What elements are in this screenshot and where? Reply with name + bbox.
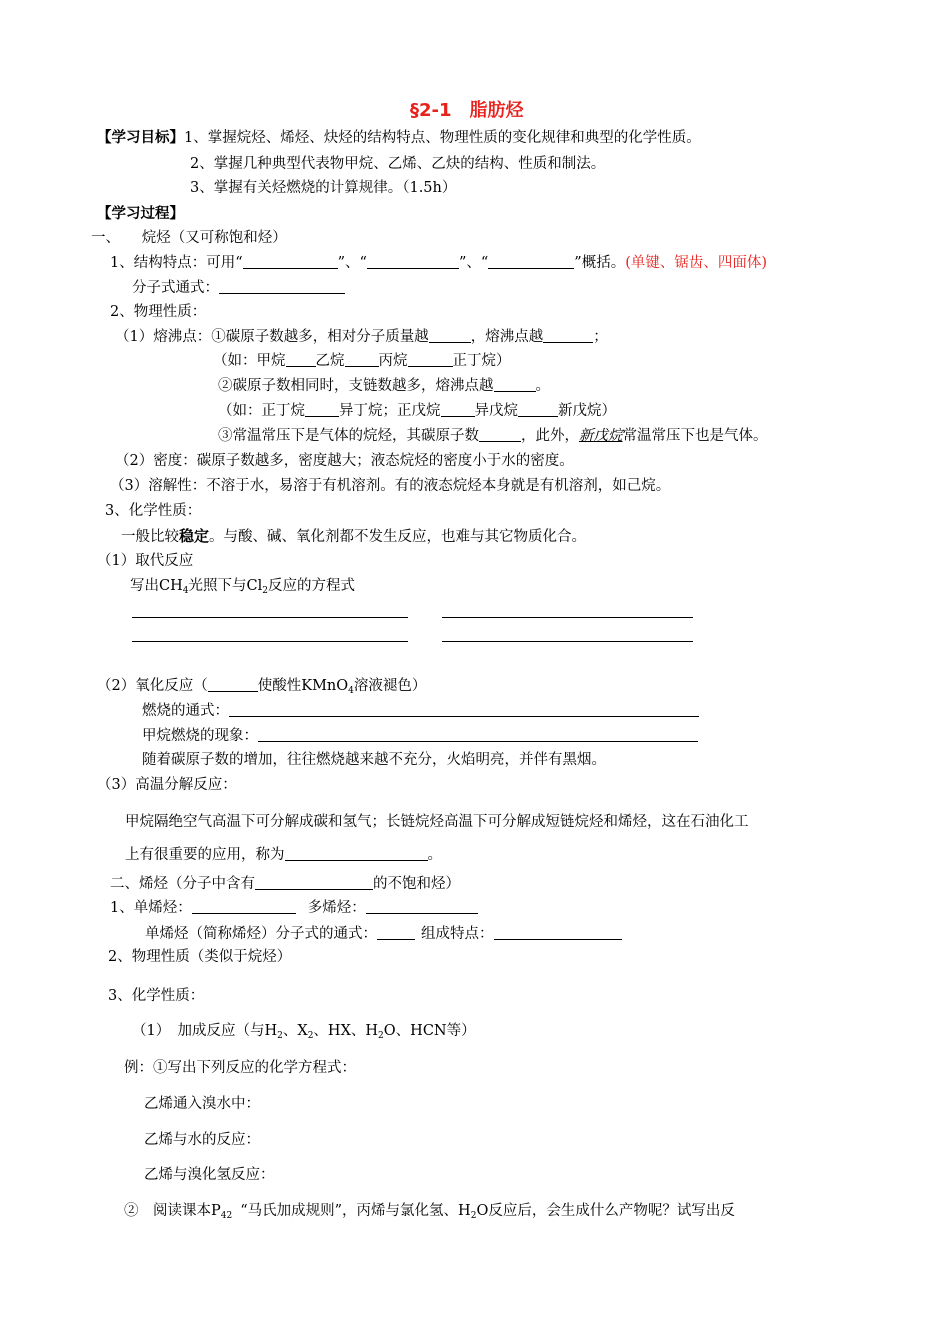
- example-line-2: [218, 401, 616, 421]
- blank-field[interactable]: [494, 377, 536, 392]
- blank-field[interactable]: [305, 402, 339, 417]
- oxidation-heading: [97, 676, 426, 701]
- example-heading: 例：①写出下列反应的化学方程式：: [124, 1060, 356, 1076]
- answer-line[interactable]: [132, 641, 408, 642]
- blank-field[interactable]: [229, 702, 699, 717]
- density-line: （2）密度：碳原子数越多，密度越大；液态烷烃的密度小于水的密度。: [115, 453, 574, 469]
- stability-line: [121, 526, 586, 547]
- text: ② 阅读课本P: [124, 1203, 221, 1219]
- text: 。: [535, 378, 550, 394]
- text: 光照下与Cl: [188, 578, 263, 594]
- alkene-heading: [110, 874, 460, 894]
- subscript: 2: [307, 1031, 314, 1041]
- text: 上有很重要的应用，称为: [125, 847, 285, 863]
- blank-field[interactable]: [285, 846, 428, 861]
- subscript: 4: [348, 686, 354, 696]
- blank-field[interactable]: [243, 254, 338, 269]
- objective-item: 3、掌握有关烃燃烧的计算规律。（1.5h）: [190, 180, 457, 196]
- blank-field[interactable]: [208, 677, 258, 692]
- answer-line[interactable]: [132, 617, 408, 618]
- blank-field[interactable]: [366, 899, 478, 914]
- text: 使酸性KMnO: [257, 678, 349, 694]
- alkene-chem: 3、化学性质：: [108, 988, 205, 1004]
- blank-field[interactable]: [255, 875, 373, 890]
- methane-line: [142, 726, 698, 746]
- blank-field[interactable]: [494, 925, 622, 940]
- text: 组成特点：: [421, 926, 494, 942]
- stable-term: 稳定: [179, 527, 210, 545]
- mono-alkene-line: [110, 898, 478, 918]
- text: （如：甲烷: [213, 353, 286, 369]
- text: 一般比较: [121, 529, 179, 545]
- blank-field[interactable]: [192, 899, 296, 914]
- text: ”概括。: [574, 255, 626, 271]
- methane-label: 甲烷燃烧的现象：: [142, 728, 258, 744]
- text: （1）熔沸点：①碳原子数越多，相对分子质量越: [115, 329, 429, 345]
- text: 、X: [282, 1023, 308, 1039]
- phys-heading: 2、物理性质：: [110, 304, 207, 320]
- blank-field[interactable]: [479, 427, 521, 442]
- blank-field[interactable]: [441, 402, 475, 417]
- answer-line[interactable]: [442, 617, 693, 618]
- blank-field[interactable]: [377, 925, 415, 940]
- substitution-heading: （1）取代反应: [97, 553, 194, 569]
- subscript: 2: [262, 586, 268, 596]
- chem-heading: 3、化学性质：: [105, 503, 202, 519]
- text: 异戊烷: [474, 403, 518, 419]
- blank-field[interactable]: [345, 352, 379, 367]
- subscript: 2: [277, 1031, 283, 1041]
- text: 1、结构特点：可用“: [110, 255, 243, 271]
- text: 正丁烷）: [452, 353, 511, 369]
- formula-label: 分子式通式：: [132, 280, 219, 296]
- substitution-prompt: [130, 576, 355, 601]
- blank-field[interactable]: [367, 254, 459, 269]
- text: 溶液褪色）: [353, 678, 427, 694]
- melting-line-1: [115, 327, 608, 347]
- text: 二、烯烃（分子中含有: [110, 876, 255, 892]
- objective-item: 2、掌握几种典型代表物甲烷、乙烯、乙炔的结构、性质和制法。: [190, 156, 606, 172]
- text: “马氏加成规则”，丙烯与氯化氢、H: [240, 1203, 471, 1219]
- text: 。与酸、碱、氧化剂都不发生反应，也难与其它物质化合。: [209, 529, 587, 545]
- text: 新戊烷）: [558, 403, 616, 419]
- melting-line-3: [218, 426, 768, 446]
- blank-field[interactable]: [408, 352, 453, 367]
- subscript: 42: [220, 1211, 233, 1221]
- text: 常温常压下也是气体。: [622, 428, 768, 444]
- reaction-prompt: 乙烯与水的反应：: [144, 1132, 260, 1148]
- blank-field[interactable]: [429, 328, 471, 343]
- cracking-heading: （3）高温分解反应：: [97, 777, 237, 793]
- text: ③常温常压下是气体的烷烃，其碳原子数: [218, 428, 479, 444]
- text: ”、“: [337, 255, 367, 271]
- text: ，此外，: [521, 428, 579, 444]
- blank-field[interactable]: [488, 254, 574, 269]
- simple-alkene-line: [145, 924, 622, 944]
- smoke-line: 随着碳原子数的增加，往往燃烧越来越不充分，火焰明亮，并伴有黑烟。: [142, 752, 606, 768]
- answer-line[interactable]: [442, 641, 693, 642]
- text: ”、“: [458, 255, 489, 271]
- alkene-phys: 2、物理性质（类似于烷烃）: [108, 949, 292, 965]
- page-title: §2-1 脂肪烃: [410, 100, 524, 121]
- structure-line: [110, 253, 767, 273]
- text: 单烯烃（简称烯烃）分子式的通式：: [145, 926, 377, 942]
- text: 多烯烃：: [307, 900, 366, 916]
- subscript: 4: [182, 586, 189, 596]
- text: （2）氧化反应（: [97, 678, 208, 694]
- blank-field[interactable]: [258, 727, 698, 742]
- addition-heading: [132, 1021, 476, 1046]
- text: 反应的方程式: [267, 578, 355, 594]
- objective-item: 1、掌握烷烃、烯烃、炔烃的结构特点、物理性质的变化规律和典型的化学性质。: [184, 130, 701, 146]
- objectives-heading: 【学习目标】: [97, 129, 184, 146]
- solubility-line: （3）溶解性：不溶于水，易溶于有机溶剂。有的液态烷烃本身就是有机溶剂，如己烷。: [110, 478, 671, 494]
- process-heading: 【学习过程】: [97, 205, 184, 222]
- text: 写出CH: [130, 578, 183, 594]
- text: （1） 加成反应（与H: [132, 1023, 278, 1039]
- combustion-line: [142, 701, 699, 721]
- alkane-heading: 一、 烷烃（又可称饱和烃）: [91, 230, 287, 246]
- text: ；: [593, 329, 608, 345]
- blank-field[interactable]: [518, 402, 558, 417]
- text: ，熔沸点越: [470, 329, 544, 345]
- text: 、HX、H: [313, 1023, 379, 1039]
- reaction-prompt: 乙烯与溴化氢反应：: [144, 1167, 275, 1183]
- text: O反应后，会生成什么产物呢？试写出反: [476, 1203, 735, 1219]
- text: 的不饱和烃）: [373, 876, 460, 892]
- example-line-1: [213, 351, 511, 371]
- structure-hint: (单键、锯齿、四面体): [625, 255, 768, 271]
- subscript: 2: [470, 1211, 477, 1221]
- cracking-text: 甲烷隔绝空气高温下可分解成碳和氢气；长链烷烃高温下可分解成短链烷烃和烯烃，这在石油化工: [125, 814, 749, 830]
- reaction-prompt: 乙烯通入溴水中：: [144, 1096, 260, 1112]
- text: 乙烷: [315, 353, 345, 369]
- objectives-line-1: [97, 128, 701, 148]
- text: 。: [427, 847, 442, 863]
- markovnikov-line: [124, 1201, 735, 1226]
- text: 异丁烷；正戊烷: [339, 403, 441, 419]
- text: ②碳原子数相同时，支链数越多，熔沸点越: [218, 378, 494, 394]
- subscript: 2: [378, 1031, 384, 1041]
- text: O、HCN等）: [383, 1023, 476, 1039]
- melting-line-2: [218, 376, 550, 396]
- text: 1、单烯烃：: [110, 900, 192, 916]
- neopentane-term: 新戊烷: [579, 428, 623, 444]
- combustion-label: 燃烧的通式：: [142, 703, 229, 719]
- formula-line: [132, 278, 345, 298]
- blank-field[interactable]: [286, 352, 316, 367]
- text: 丙烷: [378, 353, 408, 369]
- blank-field[interactable]: [219, 279, 345, 294]
- text: （如：正丁烷: [218, 403, 305, 419]
- cracking-text-2: [125, 845, 442, 865]
- blank-field[interactable]: [543, 328, 593, 343]
